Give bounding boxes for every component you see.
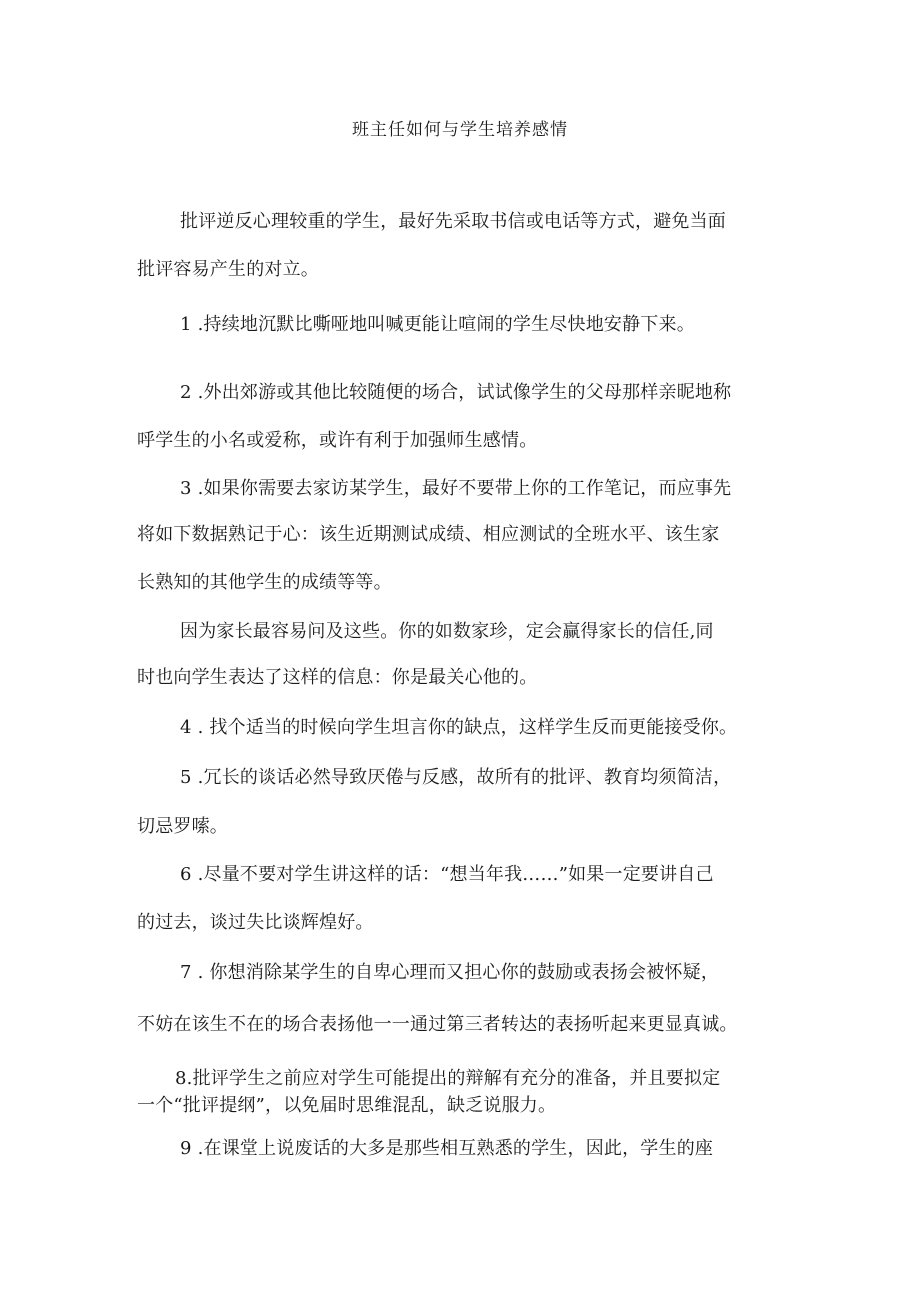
paragraph-line: 将如下数据熟记于心：该生近期测试成绩、相应测试的全班水平、该生家 bbox=[137, 524, 720, 545]
paragraph-line: 6 .尽量不要对学生讲这样的话：“想当年我……”如果一定要讲自己 bbox=[180, 864, 714, 885]
paragraph-line: 呼学生的小名或爱称，或许有利于加强师生感情。 bbox=[137, 430, 538, 451]
paragraph-line: 的过去，谈过失比谈辉煌好。 bbox=[137, 912, 374, 933]
paragraph-line: 2 .外出郊游或其他比较随便的场合，试试像学生的父母那样亲昵地称 bbox=[180, 382, 732, 403]
paragraph-line: 批评逆反心理较重的学生，最好先采取书信或电话等方式，避免当面 bbox=[180, 211, 726, 232]
paragraph-line: 8.批评学生之前应对学生可能提出的辩解有充分的准备，并且要拟定 bbox=[175, 1068, 721, 1089]
paragraph-line: 批评容易产生的对立。 bbox=[137, 259, 319, 280]
paragraph-line: 长熟知的其他学生的成绩等等。 bbox=[137, 572, 392, 593]
paragraph-line: 4 . 找个适当的时候向学生坦言你的缺点，这样学生反而更能接受你。 bbox=[180, 717, 738, 738]
paragraph-line: 因为家长最容易问及这些。你的如数家珍，定会赢得家长的信任,同 bbox=[180, 621, 714, 642]
document-title: 班主任如何与学生培养感情 bbox=[352, 120, 568, 140]
paragraph-line: 一个“批评提纲”，以免届时思维混乱，缺乏说服力。 bbox=[137, 1095, 557, 1116]
paragraph-line: 1 .持续地沉默比嘶哑地叫喊更能让喧闹的学生尽快地安静下来。 bbox=[180, 314, 695, 335]
paragraph-line: 时也向学生表达了这样的信息：你是最关心他的。 bbox=[137, 667, 538, 688]
paragraph-line: 不妨在该生不在的场合表扬他一一通过第三者转达的表扬听起来更显真诚。 bbox=[137, 1014, 738, 1035]
paragraph-line: 5 .冗长的谈话必然导致厌倦与反感，故所有的批评、教育均须简洁， bbox=[180, 767, 732, 788]
paragraph-line: 3 .如果你需要去家访某学生，最好不要带上你的工作笔记，而应事先 bbox=[180, 478, 732, 499]
paragraph-line: 切忌罗嗦。 bbox=[137, 816, 228, 837]
paragraph-line: 7 . 你想消除某学生的自卑心理而又担心你的鼓励或表扬会被怀疑， bbox=[180, 962, 720, 983]
paragraph-line: 9 .在课堂上说废话的大多是那些相互熟悉的学生，因此，学生的座 bbox=[180, 1138, 714, 1159]
